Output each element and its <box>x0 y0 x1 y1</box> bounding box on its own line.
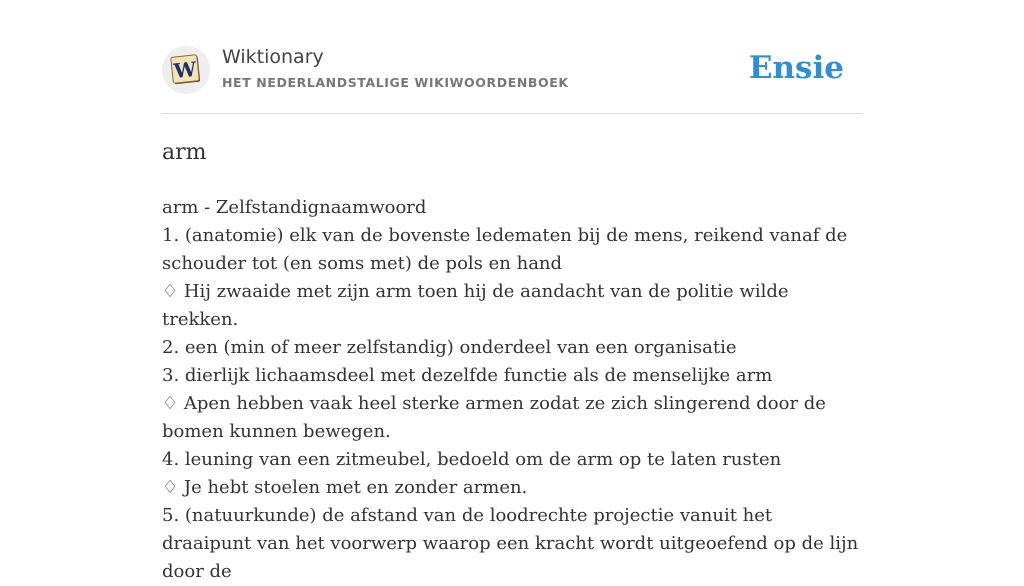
site-header <box>162 40 862 114</box>
site-subtitle: HET NEDERLANDSTALIGE WIKIWOORDENBOEK <box>222 75 569 90</box>
site-title[interactable]: Wiktionary <box>222 46 324 68</box>
entry-content <box>162 138 866 586</box>
definition-list <box>162 194 866 586</box>
definition-1: 1. (anatomie) elk van de bovenste ledematen bij de mens, reikend vanaf de schouder tot (en soms met) de pols en hand <box>162 225 848 274</box>
logo-tile-graphic <box>162 46 210 94</box>
definition-2: 2. een (min of meer zelfstandig) onderdeel van een organisatie <box>162 337 737 358</box>
logo-letter: W <box>172 56 198 84</box>
ensie-logo-link[interactable]: Ensie <box>748 50 844 86</box>
entry-title: arm <box>162 140 207 165</box>
part-of-speech-line: arm - Zelfstandignaamwoord <box>162 197 427 218</box>
definition-4: 4. leuning van een zitmeubel, bedoeld om de arm op te laten rusten <box>162 449 782 470</box>
example-4: ♢ Je hebt stoelen met en zonder armen. <box>162 477 528 498</box>
example-1: ♢ Hij zwaaide met zijn arm toen hij de aandacht van de politie wilde trekken. <box>162 281 789 330</box>
definition-5: 5. (natuurkunde) de afstand van de loodrechte projectie vanuit het draaipunt van het voorwerp waarop een kracht wordt uitgeoefend op de lijn door de <box>162 505 859 582</box>
definition-3: 3. dierlijk lichaamsdeel met dezelfde functie als de menselijke arm <box>162 365 773 386</box>
example-3: ♢ Apen hebben vaak heel sterke armen zodat ze zich slingerend door de bomen kunnen bewegen. <box>162 393 826 442</box>
wiktionary-logo-icon[interactable] <box>162 46 210 94</box>
